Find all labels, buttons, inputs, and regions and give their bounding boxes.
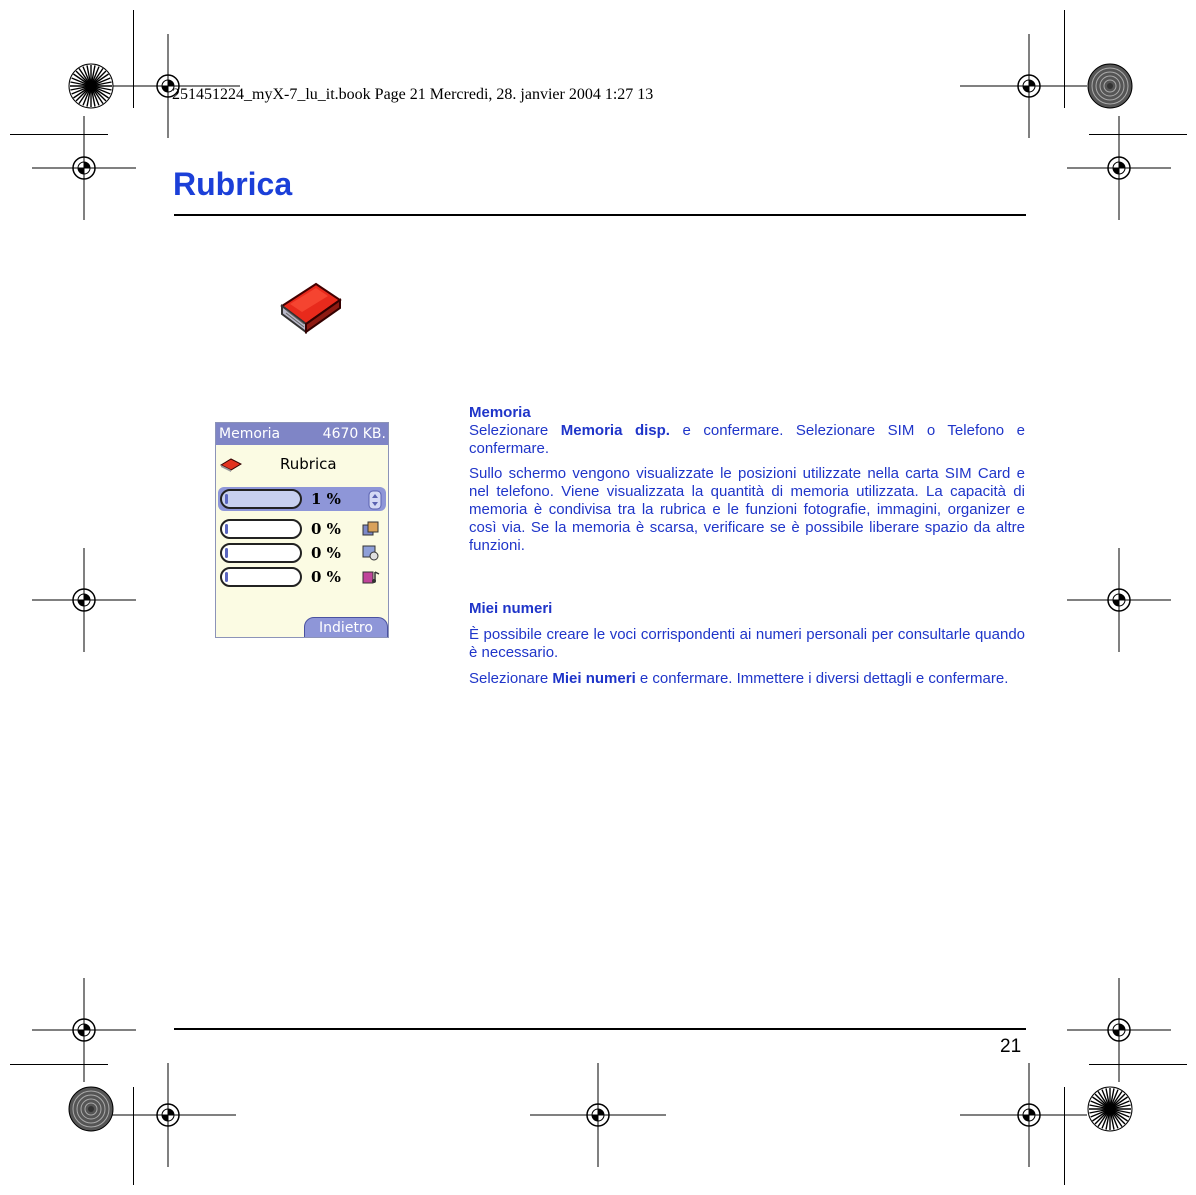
miei-numeri-heading: Miei numeri <box>469 600 553 617</box>
progress-fill <box>225 548 228 558</box>
memoria-heading: Memoria <box>469 404 531 421</box>
progress-fill <box>225 494 228 504</box>
memory-progress-bar <box>220 543 302 563</box>
phone-section-row <box>216 453 388 475</box>
progress-fill <box>225 524 228 534</box>
images-icon <box>362 545 380 561</box>
memory-row[interactable] <box>216 489 388 511</box>
progress-fill <box>225 572 228 582</box>
memory-percent: 0 % <box>311 544 341 562</box>
memory-progress-bar <box>220 489 302 509</box>
memory-percent: 1 % <box>311 490 341 508</box>
phone-title-bar <box>216 423 388 445</box>
memory-row[interactable] <box>216 543 388 565</box>
title-rule <box>174 214 1026 216</box>
phone-title: Memoria <box>219 426 281 442</box>
red-address-book-icon <box>278 276 344 334</box>
memory-percent: 0 % <box>311 568 341 586</box>
memory-percent: 0 % <box>311 520 341 538</box>
page-title: Rubrica <box>173 166 293 202</box>
miei-numeri-paragraph-2: Selezionare Miei numeri e confermare. Immettere i diversi dettagli e confermare. <box>469 670 1009 687</box>
miei-numeri-section <box>469 600 1025 688</box>
scroll-arrows-icon <box>368 490 382 510</box>
miei-numeri-paragraph-1: È possibile creare le voci corrispondenti ai numeri personali per consultarle quando è necessario. <box>469 626 1025 661</box>
sounds-icon <box>362 569 380 585</box>
memoria-paragraph-1: Selezionare Memoria disp. e confermare. Selezionare SIM o Telefono e confermare. <box>469 422 1026 457</box>
footer-rule <box>174 1028 1026 1030</box>
phone-section-label: Rubrica <box>280 455 337 473</box>
memory-row[interactable] <box>216 519 388 541</box>
memory-progress-bar <box>220 567 302 587</box>
back-softkey[interactable]: Indietro <box>304 617 388 638</box>
memory-size: 4670 KB. <box>322 426 386 442</box>
book-small-icon <box>220 458 242 472</box>
memoria-paragraph-2: Sullo schermo vengono visualizzate le posizioni utilizzate nella carta SIM Card e nel telefono. Viene visualizzata la quantità di memoria utilizzata. La capacità di memoria è condivisa tra la rubrica e le funzioni fotografie, immagini, organizer e così via. Se la memoria è scarsa, verificare se è possibile liberare spazio da altre funzioni. <box>469 465 1025 554</box>
memory-row[interactable] <box>216 567 388 589</box>
phone-memory-screen <box>215 422 389 638</box>
file-info-header: 251451224_myX-7_lu_it.book Page 21 Mercredi, 28. janvier 2004 1:27 13 <box>172 86 654 103</box>
photos-icon <box>362 521 380 537</box>
memory-progress-bar <box>220 519 302 539</box>
page-number: 21 <box>1000 1036 1022 1057</box>
memoria-section <box>469 404 1025 555</box>
